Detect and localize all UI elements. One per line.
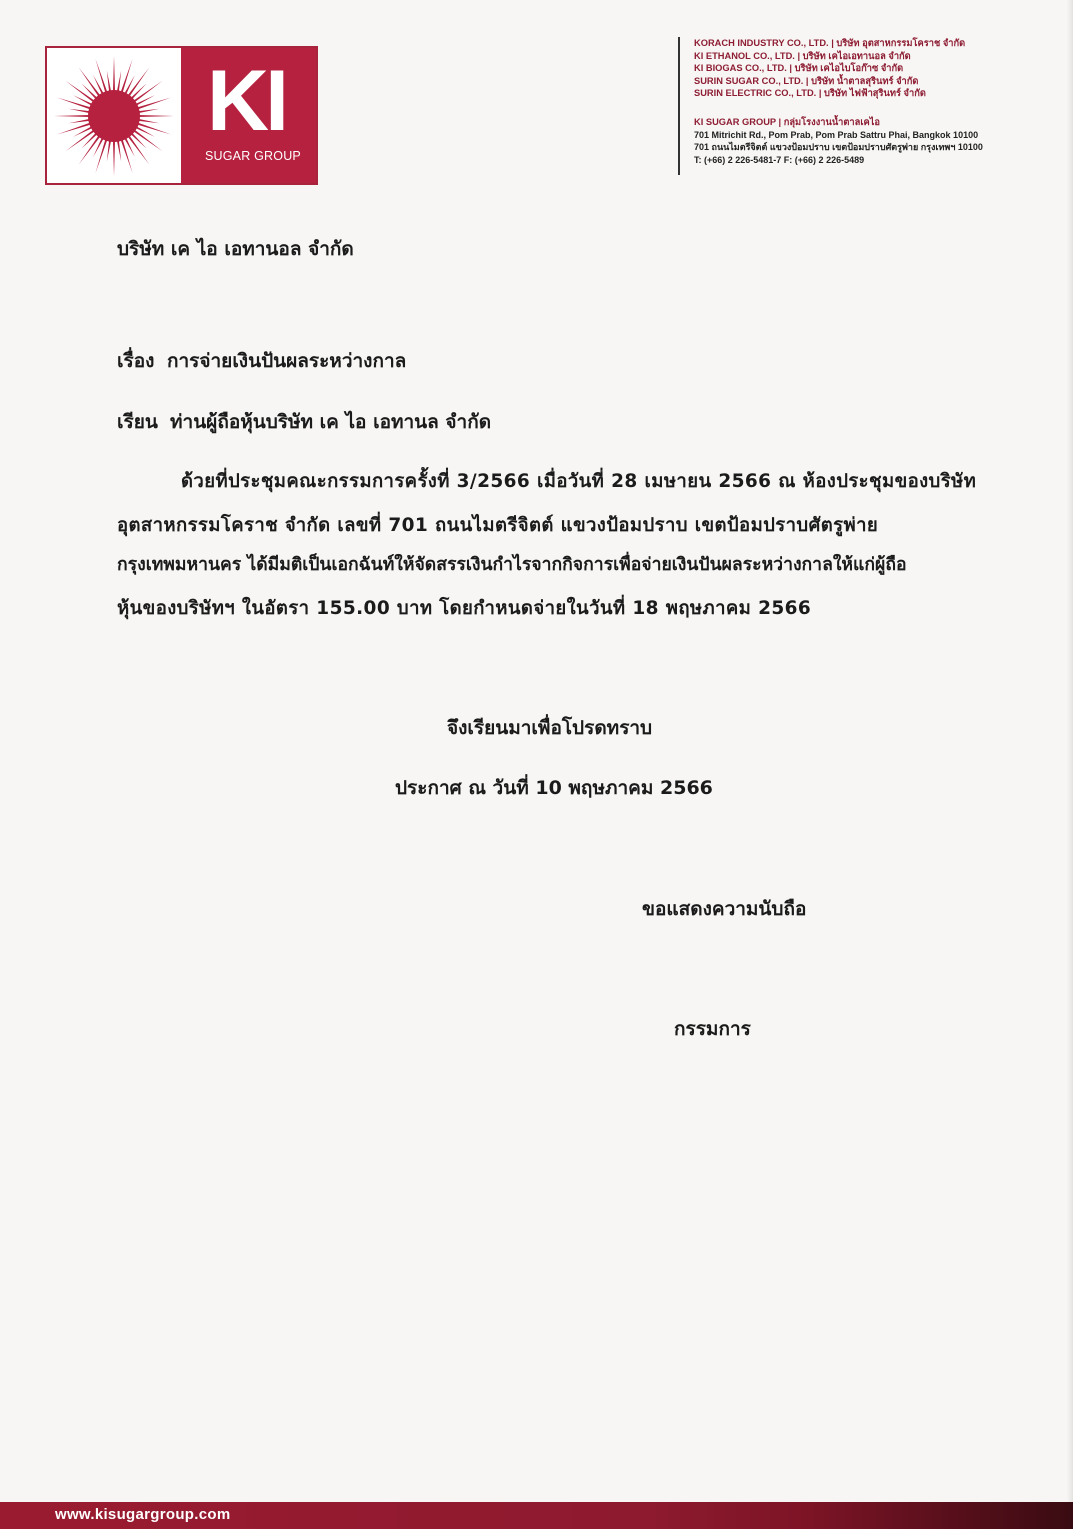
sun-ray bbox=[135, 95, 155, 106]
sun-ray bbox=[93, 137, 104, 157]
regards: ขอแสดงความนับถือ bbox=[642, 898, 807, 920]
footer-bar bbox=[0, 1502, 1073, 1529]
subject-text: การจ่ายเงินปันผลระหว่างกาล bbox=[167, 350, 407, 372]
sun-ray bbox=[73, 95, 93, 106]
sun-ray bbox=[113, 56, 115, 92]
sun-ray bbox=[138, 109, 160, 113]
website-link[interactable]: www.kisugargroup.com bbox=[55, 1506, 231, 1523]
sun-ray bbox=[93, 75, 104, 95]
sun-ray bbox=[107, 140, 111, 162]
sun-ray bbox=[136, 97, 171, 109]
sun-ray bbox=[135, 126, 155, 137]
address-en: 701 Mitrichit Rd., Pom Prab, Pom Prab Sattru Phai, Bangkok 10100 bbox=[694, 129, 979, 140]
sun-ray bbox=[138, 115, 174, 117]
company-name: บริษัท เค ไอ เอทานอล จำกัด bbox=[117, 238, 354, 260]
logo-red-panel bbox=[181, 48, 316, 183]
sun-ray bbox=[57, 122, 92, 134]
company-line: KI BIOGAS CO., LTD. | บริษัท เคไอไบโอก๊าซ จำกัด bbox=[694, 63, 904, 74]
sun-ray bbox=[120, 138, 132, 173]
sun-ray bbox=[117, 71, 121, 93]
company-line: SURIN ELECTRIC CO., LTD. | บริษัท ไฟฟ้าสุรินทร์ จำกัด bbox=[694, 88, 926, 99]
sun-ray bbox=[113, 140, 115, 176]
paragraph-line: กรุงเทพมหานคร ได้มีมติเป็นเอกฉันท์ให้จัดสรรเงินกำไรจากกิจการเพื่อจ่ายเงินปันผลระหว่างกาลให้แก่ผู้ถือ bbox=[117, 555, 907, 575]
sun-ray bbox=[136, 122, 171, 134]
sun-ray bbox=[117, 140, 121, 162]
recipient-text: ท่านผู้ถือหุ้นบริษัท เค ไอ เอทานล จำกัด bbox=[170, 411, 492, 433]
subject-label: เรื่อง bbox=[117, 350, 155, 372]
logo-subtitle: SUGAR GROUP bbox=[205, 149, 301, 163]
group-name: KI SUGAR GROUP | กลุ่มโรงงานน้ำตาลเคไอ bbox=[694, 116, 881, 127]
page-edge-shadow bbox=[1067, 0, 1073, 1529]
ki-sugar-group-logo bbox=[45, 46, 318, 185]
sun-core bbox=[88, 90, 140, 142]
company-line: KI ETHANOL CO., LTD. | บริษัท เคไอเอทานอล จำกัด bbox=[694, 50, 911, 61]
sun-ray bbox=[95, 138, 107, 173]
address-th: 701 ถนนไมตรีจิตต์ แขวงป้อมปราบ เขตป้อมปราบศัตรูพ่าย กรุงเทพฯ 10100 bbox=[694, 142, 983, 153]
sun-ray bbox=[124, 137, 135, 157]
sun-ray bbox=[124, 75, 135, 95]
sun-ray bbox=[69, 109, 91, 113]
sun-ray bbox=[120, 59, 132, 94]
sun-ray bbox=[95, 59, 107, 94]
closing-note: จึงเรียนมาเพื่อโปรดทราบ bbox=[447, 717, 653, 739]
sun-ray bbox=[57, 97, 92, 109]
paragraph-line: หุ้นของบริษัทฯ ในอัตรา 155.00 บาท โดยกำหนดจ่ายในวันที่ 18 พฤษภาคม 2566 bbox=[117, 598, 812, 619]
logo-mark: KI bbox=[207, 53, 285, 149]
sun-ray bbox=[54, 115, 90, 117]
company-line: KORACH INDUSTRY CO., LTD. | บริษัท อุตสาหกรรมโคราช จำกัด bbox=[694, 38, 966, 48]
paragraph-line: ด้วยที่ประชุมคณะกรรมการครั้งที่ 3/2566 เมื่อวันที่ 28 เมษายน 2566 ณ ห้องประชุมของบริษัท bbox=[181, 471, 977, 492]
announcement-date: ประกาศ ณ วันที่ 10 พฤษภาคม 2566 bbox=[395, 777, 713, 799]
sun-ray bbox=[107, 71, 111, 93]
sun-ray bbox=[73, 126, 93, 137]
contact-numbers: T: (+66) 2 226-5481-7 F: (+66) 2 226-5489 bbox=[694, 154, 865, 165]
paragraph-line: อุตสาหกรรมโคราช จำกัด เลขที่ 701 ถนนไมตรีจิตต์ แขวงป้อมปราบ เขตป้อมปราบศัตรูพ่าย bbox=[117, 515, 879, 536]
company-line: SURIN SUGAR CO., LTD. | บริษัท น้ำตาลสุรินทร์ จำกัด bbox=[694, 75, 919, 86]
sun-burst-icon bbox=[47, 48, 181, 183]
recipient-label: เรียน bbox=[117, 411, 158, 433]
letterhead-info bbox=[678, 37, 1038, 175]
signer-title: กรรมการ bbox=[674, 1018, 751, 1040]
sun-ray bbox=[138, 119, 160, 123]
sun-ray bbox=[69, 119, 91, 123]
